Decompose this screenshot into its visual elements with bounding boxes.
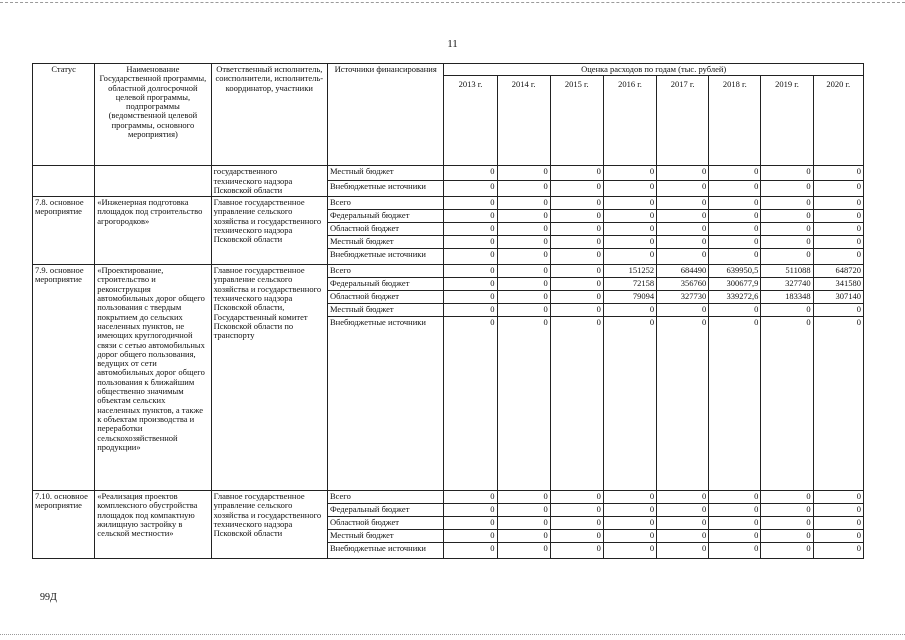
source-cell: Областной бюджет (327, 223, 443, 236)
value-cell: 0 (813, 317, 863, 491)
value-cell: 0 (657, 317, 709, 491)
value-cell: 0 (709, 249, 761, 265)
header-year: 2019 г. (761, 76, 813, 166)
value-cell: 0 (497, 491, 550, 504)
value-cell: 0 (761, 504, 813, 517)
value-cell: 0 (497, 265, 550, 278)
value-cell: 0 (497, 249, 550, 265)
value-cell: 0 (603, 543, 656, 559)
value-cell: 0 (550, 223, 603, 236)
value-cell: 0 (444, 236, 497, 249)
value-cell: 300677,9 (709, 278, 761, 291)
status-cell: 7.8. основное мероприятие (33, 197, 95, 265)
value-cell: 0 (709, 223, 761, 236)
value-cell: 0 (550, 197, 603, 210)
header-year: 2018 г. (709, 76, 761, 166)
source-cell: Всего (327, 491, 443, 504)
value-cell: 0 (603, 236, 656, 249)
value-cell: 0 (497, 317, 550, 491)
value-cell: 0 (444, 317, 497, 491)
value-cell: 0 (813, 236, 863, 249)
value-cell: 72158 (603, 278, 656, 291)
value-cell: 0 (657, 304, 709, 317)
status-cell (33, 166, 95, 197)
value-cell: 0 (761, 491, 813, 504)
value-cell: 339272,6 (709, 291, 761, 304)
source-cell: Областной бюджет (327, 517, 443, 530)
value-cell: 648720 (813, 265, 863, 278)
value-cell: 0 (444, 265, 497, 278)
source-cell: Местный бюджет (327, 166, 443, 180)
value-cell: 0 (550, 180, 603, 197)
value-cell: 0 (657, 197, 709, 210)
value-cell: 0 (497, 304, 550, 317)
value-cell: 0 (761, 236, 813, 249)
value-cell: 0 (761, 223, 813, 236)
source-cell: Всего (327, 265, 443, 278)
value-cell: 0 (657, 166, 709, 180)
value-cell: 0 (657, 530, 709, 543)
header-year: 2017 г. (657, 76, 709, 166)
value-cell: 0 (709, 530, 761, 543)
value-cell: 0 (761, 543, 813, 559)
value-cell: 0 (444, 166, 497, 180)
value-cell: 0 (709, 304, 761, 317)
status-cell: 7.9. основное мероприятие (33, 265, 95, 491)
value-cell: 0 (497, 210, 550, 223)
value-cell: 0 (444, 304, 497, 317)
value-cell: 356760 (657, 278, 709, 291)
header-year: 2013 г. (444, 76, 497, 166)
value-cell: 327740 (761, 278, 813, 291)
header-name: Наименование Государственной программы, областной долгосрочной целевой программы, подпрограммы (ведомственной целевой программы, основного мероприятия) (95, 64, 211, 166)
value-cell: 0 (603, 504, 656, 517)
value-cell: 0 (709, 543, 761, 559)
value-cell: 0 (657, 504, 709, 517)
table-row (33, 197, 864, 210)
value-cell: 0 (550, 278, 603, 291)
value-cell: 0 (657, 223, 709, 236)
value-cell: 0 (761, 317, 813, 491)
expenses-table (32, 63, 864, 559)
value-cell: 0 (813, 517, 863, 530)
value-cell: 0 (709, 166, 761, 180)
source-cell: Федеральный бюджет (327, 210, 443, 223)
source-cell: Местный бюджет (327, 530, 443, 543)
value-cell: 0 (657, 210, 709, 223)
value-cell: 0 (550, 491, 603, 504)
value-cell: 0 (497, 236, 550, 249)
executor-cell: Главное государственное управление сельского хозяйства и государственного технического надзора Псковской области (211, 197, 327, 265)
value-cell: 0 (709, 491, 761, 504)
value-cell: 0 (550, 210, 603, 223)
scan-edge-top (0, 2, 905, 3)
value-cell: 0 (550, 504, 603, 517)
value-cell: 327730 (657, 291, 709, 304)
source-cell: Местный бюджет (327, 304, 443, 317)
value-cell: 0 (550, 166, 603, 180)
value-cell: 0 (444, 210, 497, 223)
value-cell: 0 (497, 180, 550, 197)
header-year: 2016 г. (603, 76, 656, 166)
source-cell: Всего (327, 197, 443, 210)
value-cell: 0 (709, 517, 761, 530)
header-status: Статус (33, 64, 95, 166)
source-cell: Областной бюджет (327, 291, 443, 304)
value-cell: 0 (761, 304, 813, 317)
value-cell: 0 (813, 504, 863, 517)
value-cell: 0 (813, 249, 863, 265)
value-cell: 0 (550, 530, 603, 543)
footer-code: 99Д (40, 592, 57, 603)
value-cell: 0 (550, 236, 603, 249)
name-cell: «Инженерная подготовка площадок под строительство агрогородков» (95, 197, 211, 265)
value-cell: 0 (761, 210, 813, 223)
status-cell: 7.10. основное мероприятие (33, 491, 95, 559)
value-cell: 0 (813, 304, 863, 317)
value-cell: 0 (497, 197, 550, 210)
table-row (33, 491, 864, 504)
value-cell: 0 (813, 223, 863, 236)
value-cell: 0 (709, 197, 761, 210)
value-cell: 0 (761, 197, 813, 210)
value-cell: 0 (550, 317, 603, 491)
value-cell: 511088 (761, 265, 813, 278)
executor-cell: Главное государственное управление сельского хозяйства и государственного технического надзора Псковской области (211, 491, 327, 559)
value-cell: 0 (497, 166, 550, 180)
value-cell: 684490 (657, 265, 709, 278)
header-year: 2014 г. (497, 76, 550, 166)
page-number: 11 (447, 38, 458, 50)
value-cell: 341580 (813, 278, 863, 291)
value-cell: 0 (497, 543, 550, 559)
value-cell: 0 (444, 543, 497, 559)
value-cell: 0 (657, 249, 709, 265)
name-cell: «Реализация проектов комплексного обустройства площадок под компактную жилищную застройку в сельской местности» (95, 491, 211, 559)
value-cell: 0 (444, 223, 497, 236)
value-cell: 183348 (761, 291, 813, 304)
value-cell: 0 (550, 304, 603, 317)
value-cell: 0 (497, 504, 550, 517)
value-cell: 0 (603, 317, 656, 491)
value-cell: 0 (603, 530, 656, 543)
value-cell: 0 (657, 491, 709, 504)
value-cell: 0 (657, 236, 709, 249)
value-cell: 0 (813, 166, 863, 180)
value-cell: 0 (813, 491, 863, 504)
value-cell: 0 (444, 530, 497, 543)
value-cell: 0 (709, 236, 761, 249)
value-cell: 0 (603, 517, 656, 530)
value-cell: 0 (657, 517, 709, 530)
value-cell: 0 (550, 543, 603, 559)
value-cell: 151252 (603, 265, 656, 278)
value-cell: 0 (497, 278, 550, 291)
value-cell: 0 (444, 180, 497, 197)
source-cell: Местный бюджет (327, 236, 443, 249)
name-cell: «Проектирование, строительство и реконструкция автомобильных дорог общего пользования с твердым покрытием до сельских населенных пунктов, не имеющих круглогодичной связи с сетью автомобильных дорог общего пользования, ведущих от сети автомобильных дорог общего пользования к ближайшим общественно значимым объектам сельских населенных пунктов, а также к объектам производства и переработки сельскохозяйственной продукции» (95, 265, 211, 491)
value-cell: 0 (813, 530, 863, 543)
value-cell: 0 (444, 517, 497, 530)
value-cell: 0 (709, 210, 761, 223)
value-cell: 0 (709, 317, 761, 491)
value-cell: 0 (444, 291, 497, 304)
source-cell: Федеральный бюджет (327, 278, 443, 291)
header-source: Источники финансирования (327, 64, 443, 166)
source-cell: Внебюджетные источники (327, 180, 443, 197)
value-cell: 0 (444, 278, 497, 291)
value-cell: 0 (813, 197, 863, 210)
value-cell: 0 (761, 180, 813, 197)
value-cell: 0 (497, 530, 550, 543)
value-cell: 0 (444, 491, 497, 504)
source-cell: Федеральный бюджет (327, 504, 443, 517)
table-row (33, 166, 864, 180)
value-cell: 0 (444, 249, 497, 265)
header-executor: Ответственный исполнитель, соисполнители, исполнитель-координатор, участники (211, 64, 327, 166)
value-cell: 0 (550, 265, 603, 278)
value-cell: 0 (709, 504, 761, 517)
value-cell: 0 (603, 180, 656, 197)
value-cell: 0 (603, 249, 656, 265)
value-cell: 0 (550, 517, 603, 530)
value-cell: 0 (603, 491, 656, 504)
source-cell: Внебюджетные источники (327, 543, 443, 559)
value-cell: 0 (813, 543, 863, 559)
table-row (33, 265, 864, 278)
value-cell: 639950,5 (709, 265, 761, 278)
source-cell: Внебюджетные источники (327, 317, 443, 491)
value-cell: 0 (603, 166, 656, 180)
value-cell: 0 (761, 249, 813, 265)
executor-cell: государственного технического надзора Псковской области (211, 166, 327, 197)
value-cell: 0 (603, 210, 656, 223)
scan-edge-bottom (0, 634, 905, 635)
value-cell: 0 (603, 223, 656, 236)
value-cell: 0 (657, 543, 709, 559)
value-cell: 307140 (813, 291, 863, 304)
value-cell: 0 (603, 304, 656, 317)
value-cell: 0 (444, 504, 497, 517)
value-cell: 0 (497, 291, 550, 304)
value-cell: 0 (761, 166, 813, 180)
value-cell: 0 (550, 249, 603, 265)
header-estimate: Оценка расходов по годам (тыс. рублей) (444, 64, 864, 76)
value-cell: 0 (497, 223, 550, 236)
value-cell: 79094 (603, 291, 656, 304)
source-cell: Внебюджетные источники (327, 249, 443, 265)
value-cell: 0 (603, 197, 656, 210)
value-cell: 0 (761, 517, 813, 530)
header-year: 2020 г. (813, 76, 863, 166)
name-cell (95, 166, 211, 197)
header-year: 2015 г. (550, 76, 603, 166)
executor-cell: Главное государственное управление сельского хозяйства и государственного технического надзора Псковской области, Государственный комитет Псковской области по транспорту (211, 265, 327, 491)
value-cell: 0 (709, 180, 761, 197)
value-cell: 0 (813, 180, 863, 197)
value-cell: 0 (761, 530, 813, 543)
value-cell: 0 (497, 517, 550, 530)
value-cell: 0 (657, 180, 709, 197)
value-cell: 0 (813, 210, 863, 223)
value-cell: 0 (444, 197, 497, 210)
value-cell: 0 (550, 291, 603, 304)
